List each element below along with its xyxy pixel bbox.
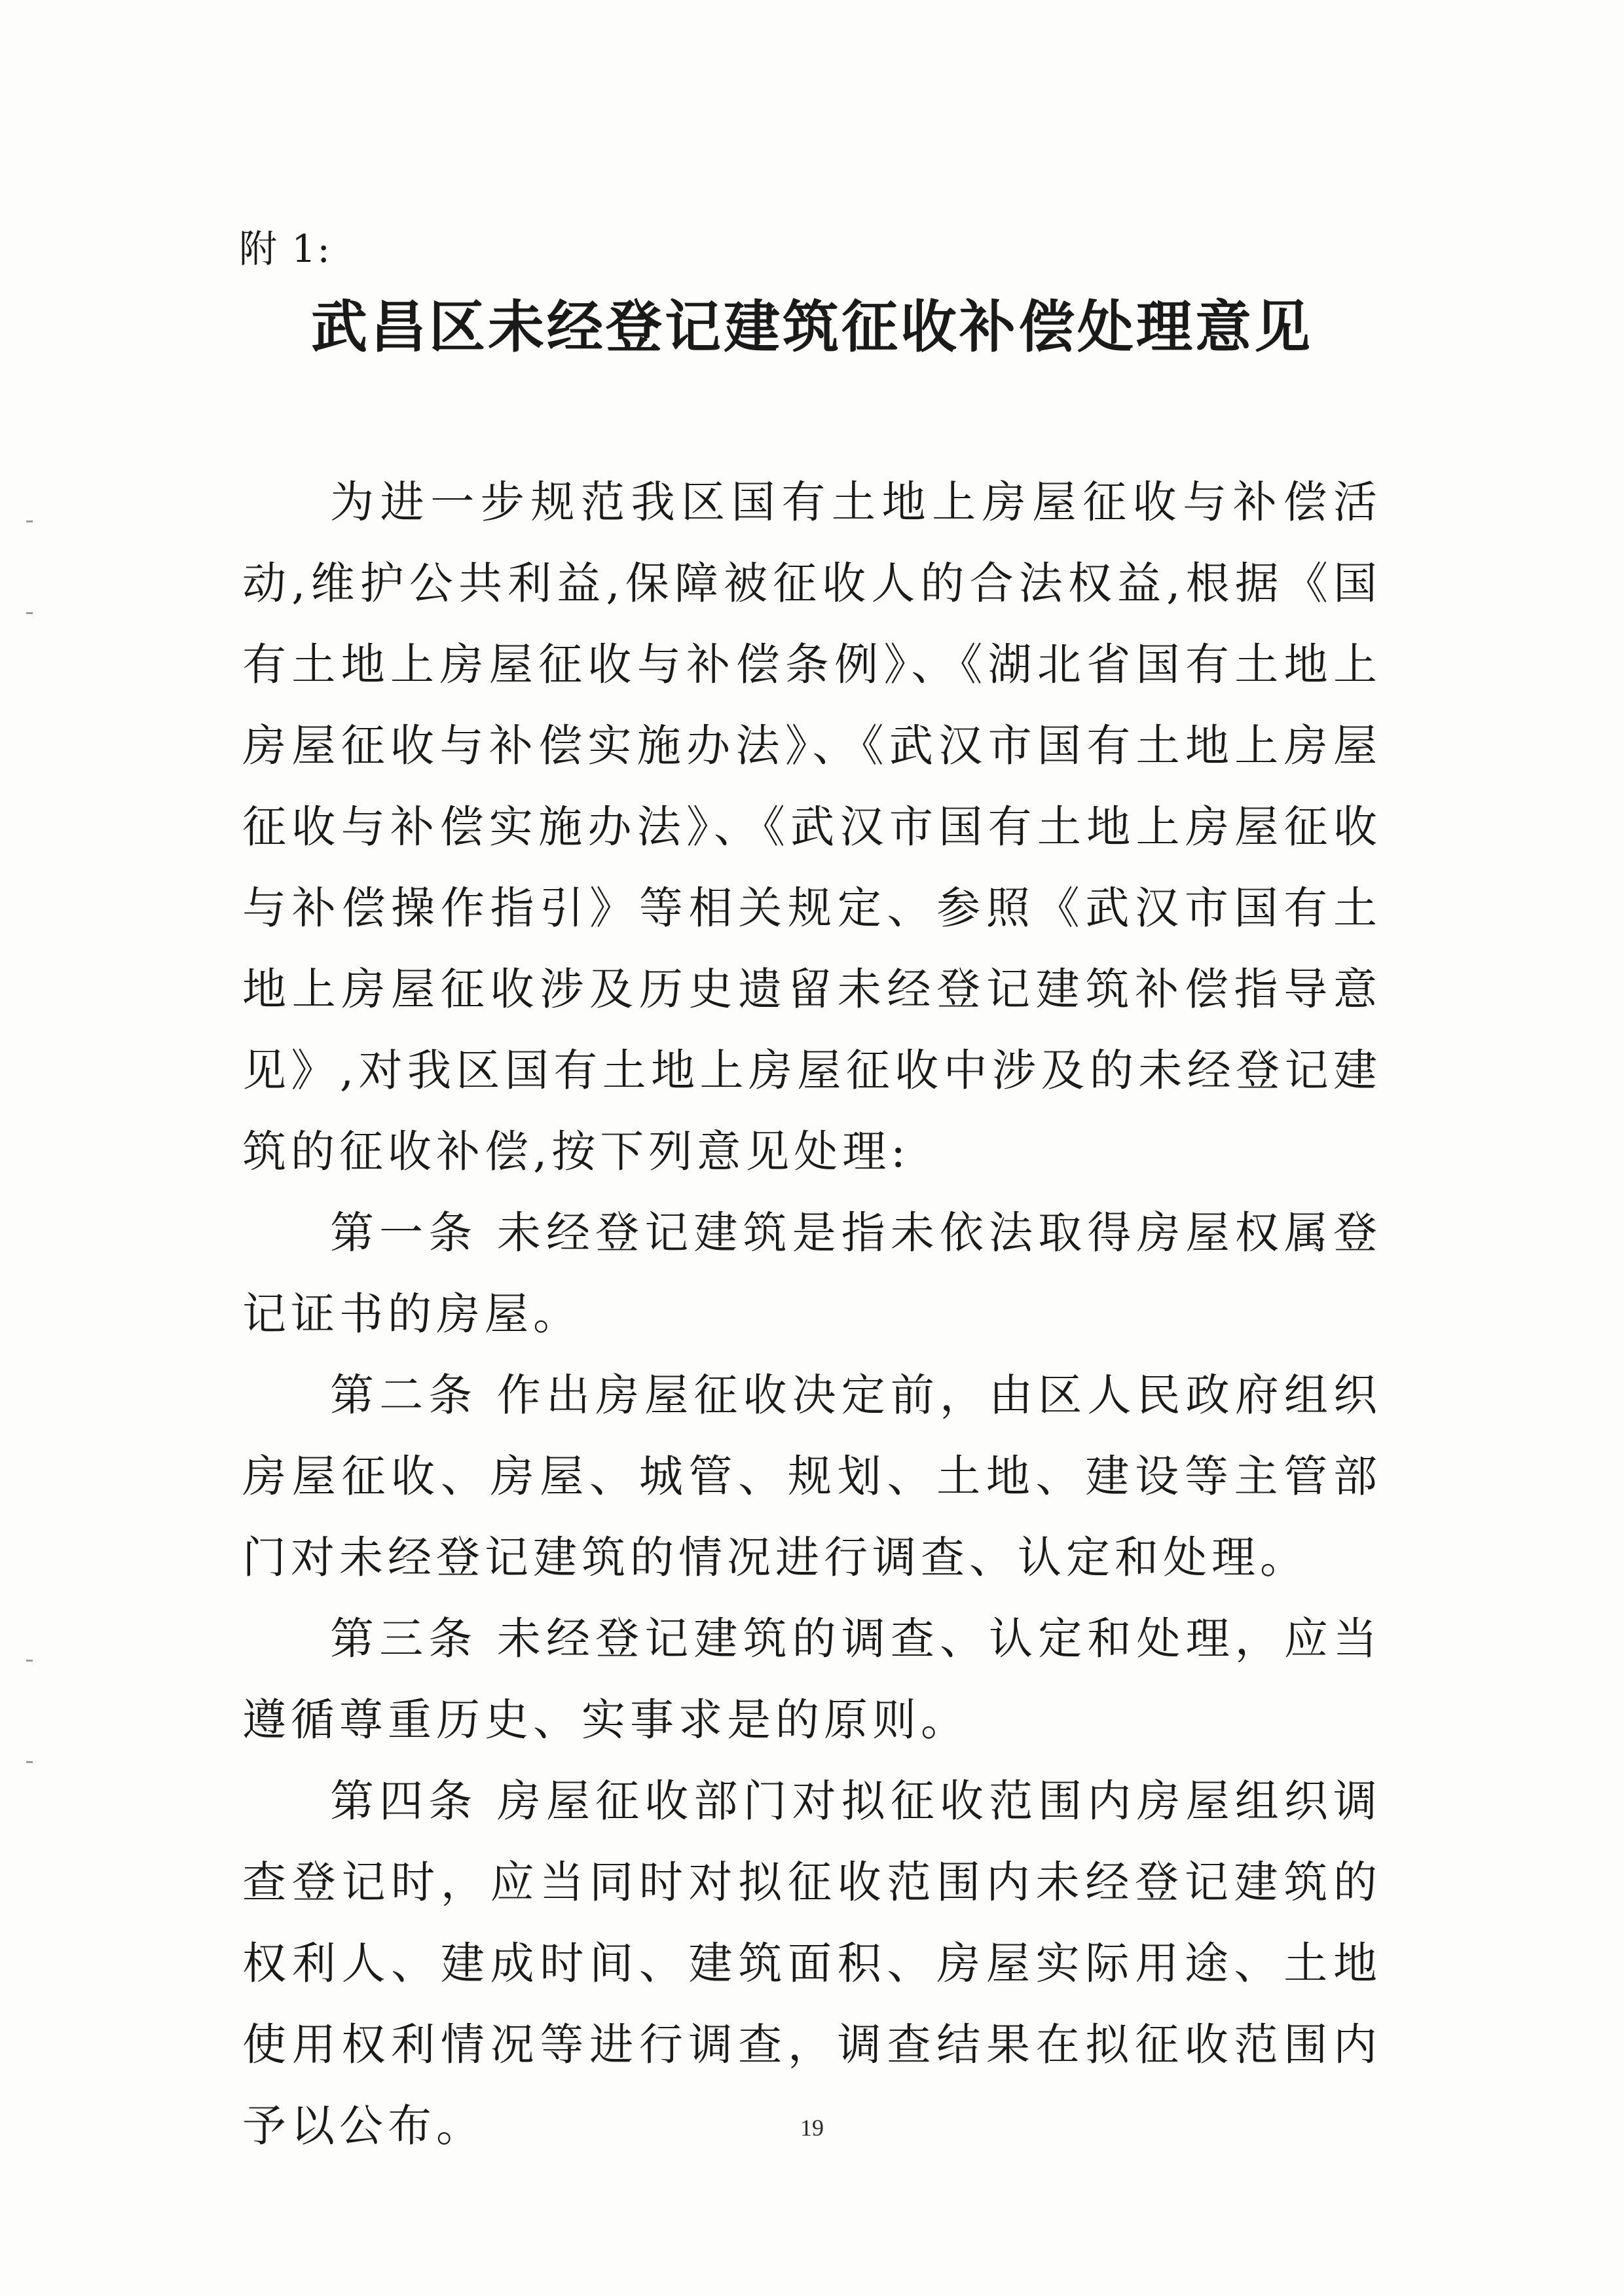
attachment-label: 附 1: bbox=[239, 227, 331, 271]
scan-artifact bbox=[26, 520, 33, 522]
paragraph-article-4: 第四条 房屋征收部门对拟征收范围内房屋组织调查登记时，应当同时对拟征收范围内未经登记建筑的权利人、建成时间、建筑面积、房屋实际用途、土地使用权利情况等进行调查，调查结果在拟征收范围内予以公布。 bbox=[242, 1776, 1382, 2151]
document-title: 武昌区未经登记建筑征收补偿处理意见 bbox=[311, 295, 1313, 360]
paragraph-article-3: 第三条 未经登记建筑的调查、认定和处理，应当遵循尊重历史、实事求是的原则。 bbox=[242, 1613, 1382, 1745]
document-body bbox=[242, 462, 1382, 2166]
paragraph-preamble: 为进一步规范我区国有土地上房屋征收与补偿活动,维护公共利益,保障被征收人的合法权益,根据《国有土地上房屋征收与补偿条例》、《湖北省国有土地上房屋征收与补偿实施办法》、《武汉市国有土地上房屋征收与补偿实施办法》、《武汉市国有土地上房屋征收与补偿操作指引》等相关规定、参照《武汉市国有土地上房屋征收涉及历史遗留未经登记建筑补偿指导意见》,对我区国有土地上房屋征收中涉及的未经登记建筑的征收补偿,按下列意见处理: bbox=[242, 477, 1382, 1177]
paragraph-article-2: 第二条 作出房屋征收决定前，由区人民政府组织房屋征收、房屋、城管、规划、土地、建设等主管部门对未经登记建筑的情况进行调查、认定和处理。 bbox=[242, 1370, 1382, 1583]
scan-artifact bbox=[26, 1761, 33, 1763]
scan-artifact bbox=[26, 1660, 33, 1662]
page-number: 19 bbox=[800, 2115, 824, 2141]
scan-artifact bbox=[26, 612, 33, 614]
paragraph-article-1: 第一条 未经登记建筑是指未依法取得房屋权属登记证书的房屋。 bbox=[242, 1207, 1382, 1339]
